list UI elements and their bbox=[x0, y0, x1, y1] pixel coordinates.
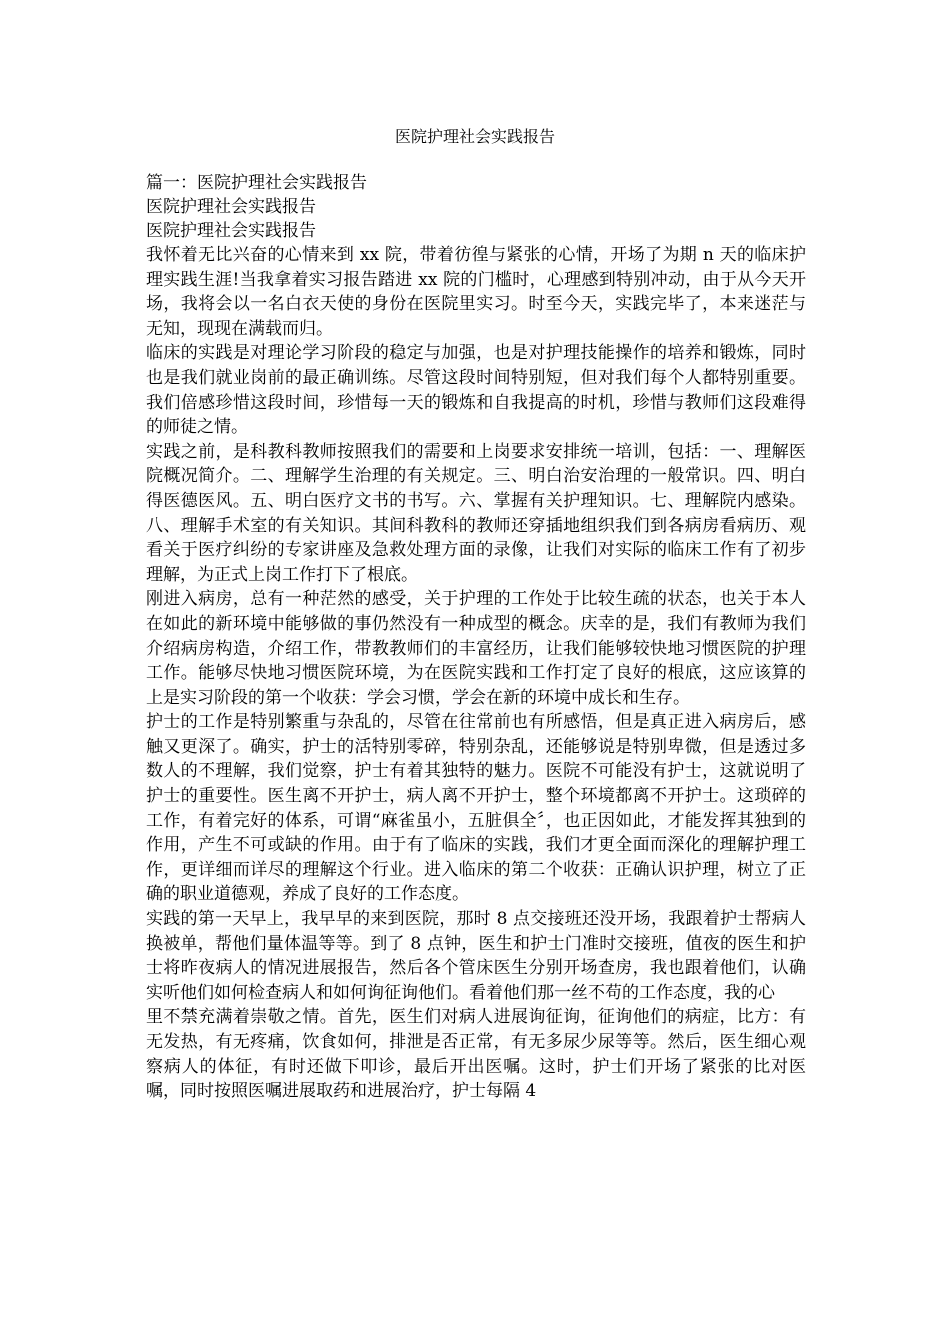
paragraph: 我怀着无比兴奋的心情来到 xx 院，带着彷徨与紧张的心情，开场了为期 n 天的临床护理实践生涯!当我拿着实习报告踏进 xx 院的门槛时，心理感到特别冲动，由于从今天开场，我将会以一名白衣天使的身份在医院里实习。时至今天，实践完毕了，本来迷茫与无知，现现在满载而归。 bbox=[146, 245, 806, 339]
paragraph: 刚进入病房，总有一种茫然的感受，关于护理的工作处于比较生疏的状态，也关于本人在如此的新环境中能够做的事仍然没有一种成型的概念。庆幸的是，我们有教师为我们介绍病房构造，介绍工作，带教教师们的丰富经历，让我们能够较快地习惯医院的护理工作。能够尽快地习惯医院环境，为在医院实践和工作打定了良好的根底，这应该算的上是实习阶段的第一个收获：学会习惯，学会在新的环境中成长和生存。 bbox=[146, 589, 806, 708]
paragraph: 里不禁充满着崇敬之情。首先，医生们对病人进展询征询，征询他们的病症，比方：有无发热，有无疼痛，饮食如何，排泄是否正常，有无多尿少尿等等。然后，医生细心观察病人的体征，有时还做下叩诊，最后开出医嘱。这时，护士们开场了紧张的比对医嘱，同时按照医嘱进展取药和进展治疗，护士每隔 4 bbox=[146, 1007, 806, 1102]
paragraph: 实践的第一天早上，我早早的来到医院，那时 8 点交接班还没开场，我跟着护士帮病人换被单，帮他们量体温等等。到了 8 点钟，医生和护士门准时交接班，值夜的医生和护士将昨夜病人的情况进展报告，然后各个管床医生分别开场查房，我也跟着他们，认确实听他们如何检查病人和如何询征询他们。看着他们那一丝不苟的工作态度，我的心 bbox=[146, 909, 806, 1003]
heading-line: 医院护理社会实践报告 bbox=[146, 197, 316, 217]
paragraph: 护士的工作是特别繁重与杂乱的，尽管在往常前也有所感悟，但是真正进入病房后，感触又更深了。确实，护士的活特别零碎，特别杂乱，还能够说是特别卑微，但是透过多数人的不理解，我们觉察，护士有着其独特的魅力。医院不可能没有护士，这就说明了护士的重要性。医生离不开护士，病人离不开护士，整个环境都离不开护士。这琐碎的工作，有着完好的体系，可谓“麻雀虽小，五脏俱全〞，也正因如此，才能发挥其独到的作用，产生不可或缺的作用。由于有了临床的实践，我们才更全面而深化的理解护理工作，更详细而详尽的理解这个行业。进入临床的第二个收获：正确认识护理，树立了正确的职业道德观，养成了良好的工作态度。 bbox=[146, 712, 806, 905]
paragraph: 临床的实践是对理论学习阶段的稳定与加强，也是对护理技能操作的培养和锻炼，同时也是我们就业岗前的最正确训练。尽管这段时间特别短，但对我们每个人都特别重要。我们倍感珍惜这段时间，珍惜每一天的锻炼和自我提高的时机，珍惜与教师们这段难得的师徒之情。 bbox=[146, 343, 806, 438]
paragraph: 实践之前，是科教科教师按照我们的需要和上岗要求安排统一培训，包括：一、理解医院概况简介。二、理解学生治理的有关规定。三、明白治安治理的一般常识。四、明白得医德医风。五、明白医疗文书的书写。六、掌握有关护理知识。七、理解院内感染。八、理解手术室的有关知识。其间科教科的教师还穿插地组织我们到各病房看病历、观看关于医疗纠纷的专家讲座及急救处理方面的录像，让我们对实际的临床工作有了初步理解，为正式上岗工作打下了根底。 bbox=[146, 441, 806, 585]
document-body bbox=[146, 171, 806, 1104]
heading-line: 医院护理社会实践报告 bbox=[146, 221, 316, 241]
heading-line: 篇一：医院护理社会实践报告 bbox=[146, 173, 367, 193]
document-title: 医院护理社会实践报告 bbox=[394, 127, 555, 146]
